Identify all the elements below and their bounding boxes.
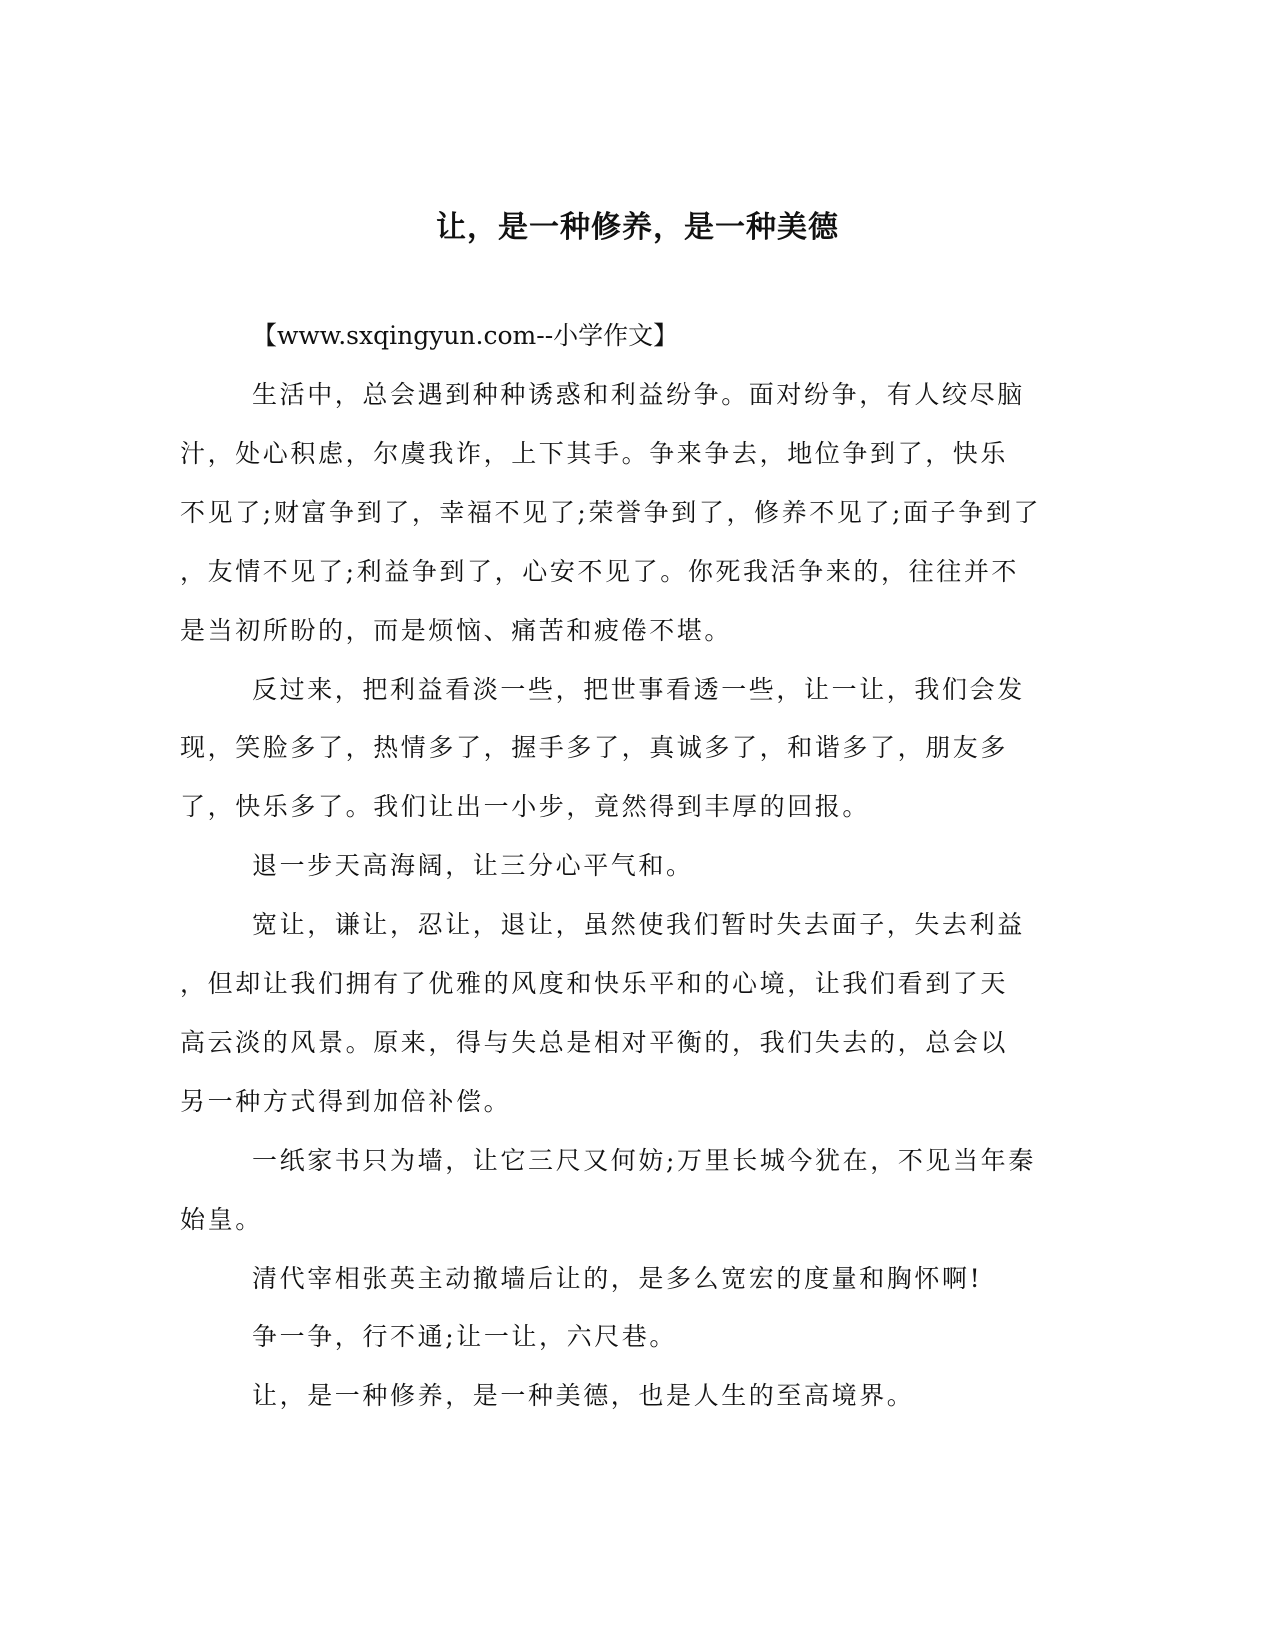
paragraph-line: 生活中，总会遇到种种诱惑和利益纷争。面对纷争，有人绞尽脑: [252, 380, 1025, 409]
paragraph-line: 一纸家书只为墙，让它三尺又何妨;万里长城今犹在，不见当年秦: [252, 1145, 1036, 1175]
paragraph-line: ，但却让我们拥有了优雅的风度和快乐平和的心境，让我们看到了天: [180, 969, 1009, 998]
paragraph-line: 现，笑脸多了，热情多了，握手多了，真诚多了，和谐多了，朋友多: [180, 733, 1009, 763]
paragraph-line: 不见了;财富争到了，幸福不见了;荣誉争到了，修养不见了;面子争到了: [180, 497, 1042, 527]
paragraph-line: 始皇。: [180, 1204, 263, 1234]
paragraph-line: 清代宰相张英主动撤墙后让的，是多么宽宏的度量和胸怀啊!: [252, 1263, 983, 1293]
paragraph-line: 高云淡的风景。原来，得与失总是相对平衡的，我们失去的，总会以: [180, 1027, 1009, 1057]
paragraph-line: 另一种方式得到加倍补偿。: [180, 1086, 512, 1116]
paragraph-line: 宽让，谦让，忍让，退让，虽然使我们暂时失去面子，失去利益: [252, 910, 1025, 940]
source-line: 【www.sxqingyun.com--小学作文】: [252, 321, 679, 350]
paragraph-line: 是当初所盼的，而是烦恼、痛苦和疲倦不堪。: [180, 615, 733, 645]
document-title: 让，是一种修养，是一种美德: [436, 210, 839, 245]
paragraph-line: 汁，处心积虑，尔虞我诈，上下其手。争来争去，地位争到了，快乐: [180, 438, 1009, 468]
paragraph-line: 了，快乐多了。我们让出一小步，竟然得到丰厚的回报。: [180, 792, 871, 822]
paragraph-line: 反过来，把利益看淡一些，把世事看透一些，让一让，我们会发: [252, 674, 1025, 704]
paragraph-line: 让，是一种修养，是一种美德，也是人生的至高境界。: [252, 1381, 915, 1411]
paragraph-line: ，友情不见了;利益争到了，心安不见了。你死我活争来的，往往并不: [180, 556, 1020, 586]
paragraph-line: 争一争，行不通;让一让，六尺巷。: [252, 1322, 678, 1352]
paragraph-line: 退一步天高海阔，让三分心平气和。: [252, 851, 694, 881]
